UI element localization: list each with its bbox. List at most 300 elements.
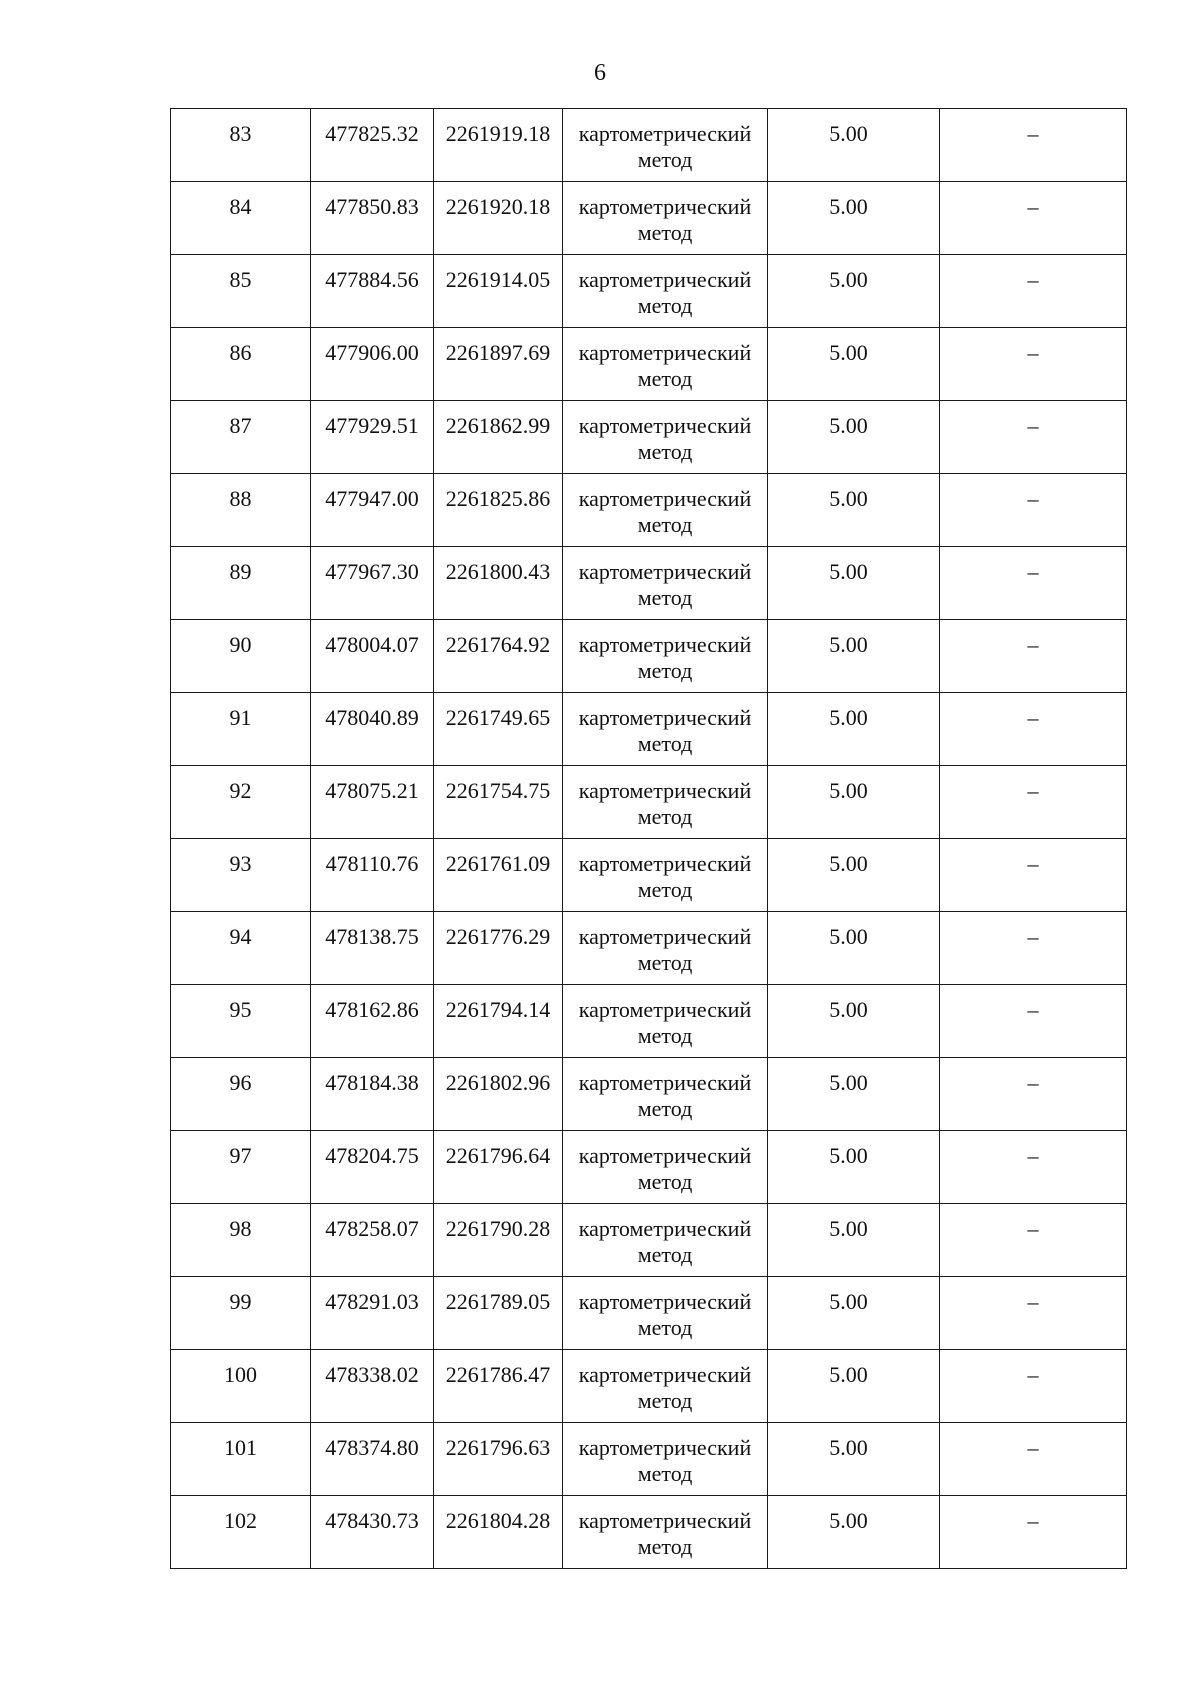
note-cell xyxy=(940,912,1127,985)
note-value: – xyxy=(1027,924,1039,949)
x-coordinate: 478162.86 xyxy=(325,997,419,1022)
method-line-1: картометрический xyxy=(578,778,752,803)
method-cell xyxy=(563,1131,768,1204)
point-number-cell xyxy=(171,839,311,912)
y-coordinate-cell xyxy=(434,766,563,839)
method-line-2: метод xyxy=(637,1461,693,1486)
accuracy-value: 5.00 xyxy=(829,1362,868,1387)
point-number-cell xyxy=(171,1496,311,1569)
method-cell xyxy=(563,182,768,255)
point-number: 90 xyxy=(229,632,252,657)
method-text xyxy=(563,474,767,538)
x-coordinate-cell xyxy=(311,912,434,985)
y-coordinate: 2261754.75 xyxy=(445,778,551,803)
x-coordinate-cell xyxy=(311,1350,434,1423)
method-text xyxy=(563,1350,767,1414)
method-text xyxy=(563,1058,767,1122)
method-line-2: метод xyxy=(637,1169,693,1194)
method-text xyxy=(563,1277,767,1341)
y-coordinate-cell xyxy=(434,328,563,401)
method-line-1: картометрический xyxy=(578,121,752,146)
note-value: – xyxy=(1027,997,1039,1022)
accuracy-cell xyxy=(768,109,940,182)
table-row xyxy=(171,328,1127,401)
method-line-2: метод xyxy=(637,585,693,610)
accuracy-cell xyxy=(768,1131,940,1204)
note-cell xyxy=(940,182,1127,255)
accuracy-cell xyxy=(768,1350,940,1423)
y-coordinate: 2261796.64 xyxy=(445,1143,551,1168)
note-cell xyxy=(940,1277,1127,1350)
accuracy-value: 5.00 xyxy=(829,1508,868,1533)
table-row xyxy=(171,1131,1127,1204)
note-cell xyxy=(940,766,1127,839)
y-coordinate-cell xyxy=(434,1058,563,1131)
point-number-cell xyxy=(171,401,311,474)
method-line-1: картометрический xyxy=(578,267,752,292)
method-line-2: метод xyxy=(637,293,693,318)
x-coordinate-cell xyxy=(311,1131,434,1204)
accuracy-value: 5.00 xyxy=(829,997,868,1022)
method-cell xyxy=(563,474,768,547)
point-number-cell xyxy=(171,1350,311,1423)
y-coordinate-cell xyxy=(434,1204,563,1277)
method-cell xyxy=(563,620,768,693)
x-coordinate: 478004.07 xyxy=(325,632,419,657)
y-coordinate-cell xyxy=(434,693,563,766)
page-number: 6 xyxy=(594,60,606,86)
method-line-1: картометрический xyxy=(578,1508,752,1533)
y-coordinate: 2261919.18 xyxy=(445,121,551,146)
note-value: – xyxy=(1027,340,1039,365)
method-line-1: картометрический xyxy=(578,486,752,511)
method-line-2: метод xyxy=(637,877,693,902)
x-coordinate: 478075.21 xyxy=(325,778,419,803)
table-row xyxy=(171,1423,1127,1496)
note-cell xyxy=(940,1423,1127,1496)
note-value: – xyxy=(1027,1435,1039,1460)
x-coordinate: 477947.00 xyxy=(325,486,419,511)
x-coordinate-cell xyxy=(311,1277,434,1350)
y-coordinate-cell xyxy=(434,620,563,693)
y-coordinate: 2261800.43 xyxy=(445,559,551,584)
y-coordinate: 2261764.92 xyxy=(445,632,551,657)
y-coordinate: 2261749.65 xyxy=(445,705,551,730)
point-number-cell xyxy=(171,620,311,693)
note-cell xyxy=(940,839,1127,912)
note-value: – xyxy=(1027,1508,1039,1533)
point-number-cell xyxy=(171,912,311,985)
accuracy-value: 5.00 xyxy=(829,413,868,438)
x-coordinate: 477850.83 xyxy=(325,194,419,219)
y-coordinate-cell xyxy=(434,182,563,255)
x-coordinate: 478204.75 xyxy=(325,1143,419,1168)
x-coordinate-cell xyxy=(311,109,434,182)
method-line-1: картометрический xyxy=(578,340,752,365)
note-value: – xyxy=(1027,121,1039,146)
note-cell xyxy=(940,328,1127,401)
method-line-2: метод xyxy=(637,1534,693,1559)
method-text xyxy=(563,912,767,976)
y-coordinate: 2261897.69 xyxy=(445,340,551,365)
note-value: – xyxy=(1027,1289,1039,1314)
method-line-1: картометрический xyxy=(578,997,752,1022)
point-number: 92 xyxy=(229,778,252,803)
accuracy-value: 5.00 xyxy=(829,851,868,876)
y-coordinate: 2261789.05 xyxy=(445,1289,551,1314)
note-cell xyxy=(940,1131,1127,1204)
y-coordinate: 2261761.09 xyxy=(445,851,551,876)
table-row xyxy=(171,839,1127,912)
method-line-2: метод xyxy=(637,439,693,464)
accuracy-cell xyxy=(768,547,940,620)
accuracy-value: 5.00 xyxy=(829,486,868,511)
table-row xyxy=(171,401,1127,474)
note-cell xyxy=(940,1496,1127,1569)
note-value: – xyxy=(1027,778,1039,803)
y-coordinate-cell xyxy=(434,1277,563,1350)
table-row xyxy=(171,1277,1127,1350)
point-number-cell xyxy=(171,255,311,328)
x-coordinate-cell xyxy=(311,620,434,693)
accuracy-cell xyxy=(768,255,940,328)
note-cell xyxy=(940,620,1127,693)
accuracy-cell xyxy=(768,766,940,839)
x-coordinate: 478338.02 xyxy=(325,1362,419,1387)
method-cell xyxy=(563,693,768,766)
point-number: 102 xyxy=(224,1508,257,1533)
point-number: 100 xyxy=(224,1362,257,1387)
point-number-cell xyxy=(171,1204,311,1277)
method-cell xyxy=(563,547,768,620)
note-cell xyxy=(940,401,1127,474)
method-line-2: метод xyxy=(637,731,693,756)
method-cell xyxy=(563,109,768,182)
y-coordinate-cell xyxy=(434,547,563,620)
x-coordinate-cell xyxy=(311,474,434,547)
note-cell xyxy=(940,255,1127,328)
point-number-cell xyxy=(171,547,311,620)
note-value: – xyxy=(1027,1070,1039,1095)
x-coordinate: 478138.75 xyxy=(325,924,419,949)
method-line-2: метод xyxy=(637,804,693,829)
method-line-2: метод xyxy=(637,1388,693,1413)
accuracy-value: 5.00 xyxy=(829,1435,868,1460)
method-text xyxy=(563,1496,767,1560)
note-value: – xyxy=(1027,705,1039,730)
note-cell xyxy=(940,985,1127,1058)
point-number: 86 xyxy=(229,340,252,365)
point-number-cell xyxy=(171,1131,311,1204)
method-text xyxy=(563,620,767,684)
point-number: 98 xyxy=(229,1216,252,1241)
accuracy-cell xyxy=(768,1277,940,1350)
table-row xyxy=(171,547,1127,620)
method-line-1: картометрический xyxy=(578,1143,752,1168)
point-number: 85 xyxy=(229,267,252,292)
x-coordinate-cell xyxy=(311,766,434,839)
method-text xyxy=(563,766,767,830)
note-value: – xyxy=(1027,632,1039,657)
note-cell xyxy=(940,109,1127,182)
y-coordinate-cell xyxy=(434,401,563,474)
accuracy-value: 5.00 xyxy=(829,121,868,146)
x-coordinate-cell xyxy=(311,328,434,401)
x-coordinate-cell xyxy=(311,1496,434,1569)
x-coordinate: 478430.73 xyxy=(325,1508,419,1533)
accuracy-value: 5.00 xyxy=(829,1070,868,1095)
method-text xyxy=(563,1204,767,1268)
accuracy-value: 5.00 xyxy=(829,340,868,365)
method-cell xyxy=(563,1277,768,1350)
accuracy-cell xyxy=(768,182,940,255)
accuracy-cell xyxy=(768,620,940,693)
point-number-cell xyxy=(171,109,311,182)
x-coordinate: 477884.56 xyxy=(325,267,419,292)
method-line-1: картометрический xyxy=(578,1070,752,1095)
accuracy-value: 5.00 xyxy=(829,924,868,949)
method-cell xyxy=(563,1058,768,1131)
note-value: – xyxy=(1027,1143,1039,1168)
method-cell xyxy=(563,839,768,912)
method-text xyxy=(563,547,767,611)
coordinates-table xyxy=(170,108,1127,1569)
method-text xyxy=(563,1423,767,1487)
y-coordinate-cell xyxy=(434,1496,563,1569)
point-number-cell xyxy=(171,182,311,255)
point-number: 93 xyxy=(229,851,252,876)
accuracy-value: 5.00 xyxy=(829,194,868,219)
method-line-2: метод xyxy=(637,366,693,391)
y-coordinate: 2261790.28 xyxy=(445,1216,551,1241)
note-cell xyxy=(940,1058,1127,1131)
point-number: 87 xyxy=(229,413,252,438)
y-coordinate-cell xyxy=(434,985,563,1058)
x-coordinate-cell xyxy=(311,255,434,328)
table-row xyxy=(171,182,1127,255)
method-line-1: картометрический xyxy=(578,1362,752,1387)
point-number-cell xyxy=(171,1058,311,1131)
method-text xyxy=(563,401,767,465)
note-value: – xyxy=(1027,413,1039,438)
note-value: – xyxy=(1027,559,1039,584)
y-coordinate: 2261776.29 xyxy=(445,924,551,949)
y-coordinate-cell xyxy=(434,1131,563,1204)
method-line-1: картометрический xyxy=(578,851,752,876)
accuracy-value: 5.00 xyxy=(829,1289,868,1314)
accuracy-cell xyxy=(768,1423,940,1496)
accuracy-value: 5.00 xyxy=(829,559,868,584)
method-cell xyxy=(563,1496,768,1569)
note-cell xyxy=(940,1350,1127,1423)
note-cell xyxy=(940,547,1127,620)
point-number-cell xyxy=(171,328,311,401)
method-line-1: картометрический xyxy=(578,632,752,657)
accuracy-value: 5.00 xyxy=(829,632,868,657)
note-value: – xyxy=(1027,851,1039,876)
y-coordinate: 2261794.14 xyxy=(445,997,551,1022)
x-coordinate: 478258.07 xyxy=(325,1216,419,1241)
point-number: 97 xyxy=(229,1143,252,1168)
accuracy-cell xyxy=(768,401,940,474)
note-value: – xyxy=(1027,194,1039,219)
table-row xyxy=(171,912,1127,985)
method-text xyxy=(563,1131,767,1195)
method-line-2: метод xyxy=(637,1096,693,1121)
coordinates-table-body xyxy=(171,109,1127,1569)
method-line-1: картометрический xyxy=(578,559,752,584)
accuracy-value: 5.00 xyxy=(829,1216,868,1241)
method-cell xyxy=(563,255,768,328)
accuracy-value: 5.00 xyxy=(829,267,868,292)
note-cell xyxy=(940,474,1127,547)
x-coordinate-cell xyxy=(311,1423,434,1496)
y-coordinate: 2261825.86 xyxy=(445,486,551,511)
table-row xyxy=(171,255,1127,328)
y-coordinate-cell xyxy=(434,1350,563,1423)
point-number: 96 xyxy=(229,1070,252,1095)
method-line-1: картометрический xyxy=(578,1216,752,1241)
method-text xyxy=(563,985,767,1049)
method-line-2: метод xyxy=(637,512,693,537)
method-line-2: метод xyxy=(637,1242,693,1267)
method-text xyxy=(563,839,767,903)
method-text xyxy=(563,109,767,173)
method-line-2: метод xyxy=(637,1315,693,1340)
table-row xyxy=(171,985,1127,1058)
point-number: 95 xyxy=(229,997,252,1022)
note-cell xyxy=(940,1204,1127,1277)
method-cell xyxy=(563,985,768,1058)
x-coordinate: 477906.00 xyxy=(325,340,419,365)
y-coordinate: 2261862.99 xyxy=(445,413,551,438)
table-row xyxy=(171,474,1127,547)
x-coordinate: 477825.32 xyxy=(325,121,419,146)
x-coordinate-cell xyxy=(311,1058,434,1131)
table-row xyxy=(171,109,1127,182)
x-coordinate: 478374.80 xyxy=(325,1435,419,1460)
x-coordinate: 478291.03 xyxy=(325,1289,419,1314)
method-cell xyxy=(563,1204,768,1277)
y-coordinate: 2261920.18 xyxy=(445,194,551,219)
point-number-cell xyxy=(171,474,311,547)
x-coordinate: 478040.89 xyxy=(325,705,419,730)
point-number-cell xyxy=(171,693,311,766)
point-number-cell xyxy=(171,985,311,1058)
accuracy-cell xyxy=(768,1496,940,1569)
accuracy-cell xyxy=(768,985,940,1058)
table-row xyxy=(171,766,1127,839)
x-coordinate-cell xyxy=(311,985,434,1058)
method-line-1: картометрический xyxy=(578,413,752,438)
accuracy-cell xyxy=(768,1058,940,1131)
y-coordinate-cell xyxy=(434,474,563,547)
y-coordinate-cell xyxy=(434,839,563,912)
point-number: 101 xyxy=(224,1435,257,1460)
point-number: 91 xyxy=(229,705,252,730)
x-coordinate-cell xyxy=(311,839,434,912)
accuracy-cell xyxy=(768,693,940,766)
method-line-1: картометрический xyxy=(578,924,752,949)
x-coordinate-cell xyxy=(311,182,434,255)
point-number: 89 xyxy=(229,559,252,584)
table-row xyxy=(171,1058,1127,1131)
accuracy-cell xyxy=(768,912,940,985)
y-coordinate-cell xyxy=(434,109,563,182)
x-coordinate-cell xyxy=(311,401,434,474)
point-number: 84 xyxy=(229,194,252,219)
point-number-cell xyxy=(171,1277,311,1350)
method-line-2: метод xyxy=(637,147,693,172)
method-line-1: картометрический xyxy=(578,705,752,730)
point-number-cell xyxy=(171,766,311,839)
method-cell xyxy=(563,766,768,839)
y-coordinate-cell xyxy=(434,1423,563,1496)
y-coordinate-cell xyxy=(434,912,563,985)
y-coordinate: 2261914.05 xyxy=(445,267,551,292)
x-coordinate: 477967.30 xyxy=(325,559,419,584)
method-line-2: метод xyxy=(637,220,693,245)
x-coordinate-cell xyxy=(311,1204,434,1277)
accuracy-value: 5.00 xyxy=(829,705,868,730)
y-coordinate: 2261804.28 xyxy=(445,1508,551,1533)
method-line-1: картометрический xyxy=(578,1435,752,1460)
x-coordinate: 478110.76 xyxy=(325,851,419,876)
method-cell xyxy=(563,1350,768,1423)
method-line-2: метод xyxy=(637,950,693,975)
table-row xyxy=(171,620,1127,693)
method-cell xyxy=(563,1423,768,1496)
point-number: 99 xyxy=(229,1289,252,1314)
y-coordinate-cell xyxy=(434,255,563,328)
point-number-cell xyxy=(171,1423,311,1496)
method-text xyxy=(563,328,767,392)
y-coordinate: 2261796.63 xyxy=(445,1435,551,1460)
table-row xyxy=(171,1350,1127,1423)
table-row xyxy=(171,693,1127,766)
note-value: – xyxy=(1027,1216,1039,1241)
y-coordinate: 2261786.47 xyxy=(445,1362,551,1387)
accuracy-cell xyxy=(768,328,940,401)
method-text xyxy=(563,182,767,246)
note-cell xyxy=(940,693,1127,766)
method-text xyxy=(563,693,767,757)
method-text xyxy=(563,255,767,319)
x-coordinate: 477929.51 xyxy=(325,413,419,438)
x-coordinate: 478184.38 xyxy=(325,1070,419,1095)
note-value: – xyxy=(1027,267,1039,292)
table-row xyxy=(171,1496,1127,1569)
x-coordinate-cell xyxy=(311,547,434,620)
accuracy-cell xyxy=(768,474,940,547)
method-cell xyxy=(563,912,768,985)
method-line-1: картометрический xyxy=(578,1289,752,1314)
accuracy-cell xyxy=(768,1204,940,1277)
x-coordinate-cell xyxy=(311,693,434,766)
method-cell xyxy=(563,401,768,474)
y-coordinate: 2261802.96 xyxy=(445,1070,551,1095)
method-line-2: метод xyxy=(637,658,693,683)
accuracy-value: 5.00 xyxy=(829,778,868,803)
note-value: – xyxy=(1027,486,1039,511)
table-row xyxy=(171,1204,1127,1277)
note-value: – xyxy=(1027,1362,1039,1387)
method-line-2: метод xyxy=(637,1023,693,1048)
accuracy-cell xyxy=(768,839,940,912)
method-line-1: картометрический xyxy=(578,194,752,219)
point-number: 83 xyxy=(229,121,252,146)
point-number: 88 xyxy=(229,486,252,511)
